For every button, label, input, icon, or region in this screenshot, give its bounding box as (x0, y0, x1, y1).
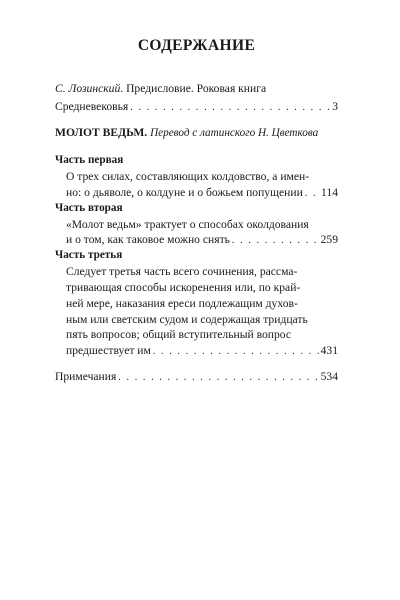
part-3-label: Часть третья (55, 249, 123, 261)
leader-dots (305, 187, 319, 201)
page-title: СОДЕРЖАНИЕ (137, 37, 256, 54)
part-3-page-number: 431 (320, 344, 338, 357)
book-separator: . (144, 126, 151, 139)
notes-page-number: 534 (320, 370, 338, 383)
book-subtitle: Перевод с латинского Н. Цветкова (150, 127, 319, 139)
leader-dots (118, 371, 318, 385)
leader-dots (153, 345, 319, 359)
part-3-entry[interactable] (66, 344, 338, 359)
leader-dots (130, 101, 330, 115)
preface-title-start: . Предисловие. Роковая книга (120, 82, 267, 95)
part-1-desc-line-2: но: о дьяволе, о колдуне и о божьем попущении (66, 186, 303, 199)
book-name: МОЛОТ ВЕДЬМ (55, 126, 145, 139)
part-3-desc-line-2: тривающая способы искоренения или, по край- (66, 281, 301, 294)
part-3-desc-line-4: ным или светским судом и содержащая тридцать (66, 313, 308, 326)
preface-entry-line-1 (55, 82, 266, 96)
part-1-label: Часть первая (55, 154, 124, 166)
part-3-desc-line-5: пять вопросов; общий вступительный вопрос (66, 328, 292, 341)
part-3-desc-line-3: ней мере, наказания ереси подлежащим духов- (66, 297, 298, 310)
book-heading (55, 126, 318, 139)
part-2-desc-line-1: «Молот ведьм» трактует о способах околдования (66, 218, 309, 231)
part-3-desc-line-1: Следует третья часть всего сочинения, рассма- (66, 265, 298, 278)
part-2-desc-line-2: и о том, как таковое можно снять (66, 233, 230, 246)
part-1-page-number: 114 (321, 186, 338, 199)
part-3-desc-line-6: предшествует им (66, 344, 151, 357)
part-1-desc-line-1: О трех силах, составляющих колдовство, а имен- (66, 170, 310, 183)
preface-page-number: 3 (332, 100, 338, 113)
part-2-page-number: 259 (320, 233, 338, 246)
part-2-entry[interactable] (66, 233, 338, 248)
preface-title-end: Средневековья (55, 100, 129, 113)
preface-entry-line-2[interactable] (55, 100, 338, 115)
part-2-label: Часть вторая (55, 202, 123, 214)
preface-author: С. Лозинский (55, 82, 121, 95)
notes-entry[interactable] (55, 370, 338, 385)
leader-dots (232, 234, 319, 248)
table-of-contents-page (55, 0, 338, 600)
notes-label: Примечания (55, 370, 117, 383)
part-1-entry[interactable] (66, 186, 338, 201)
